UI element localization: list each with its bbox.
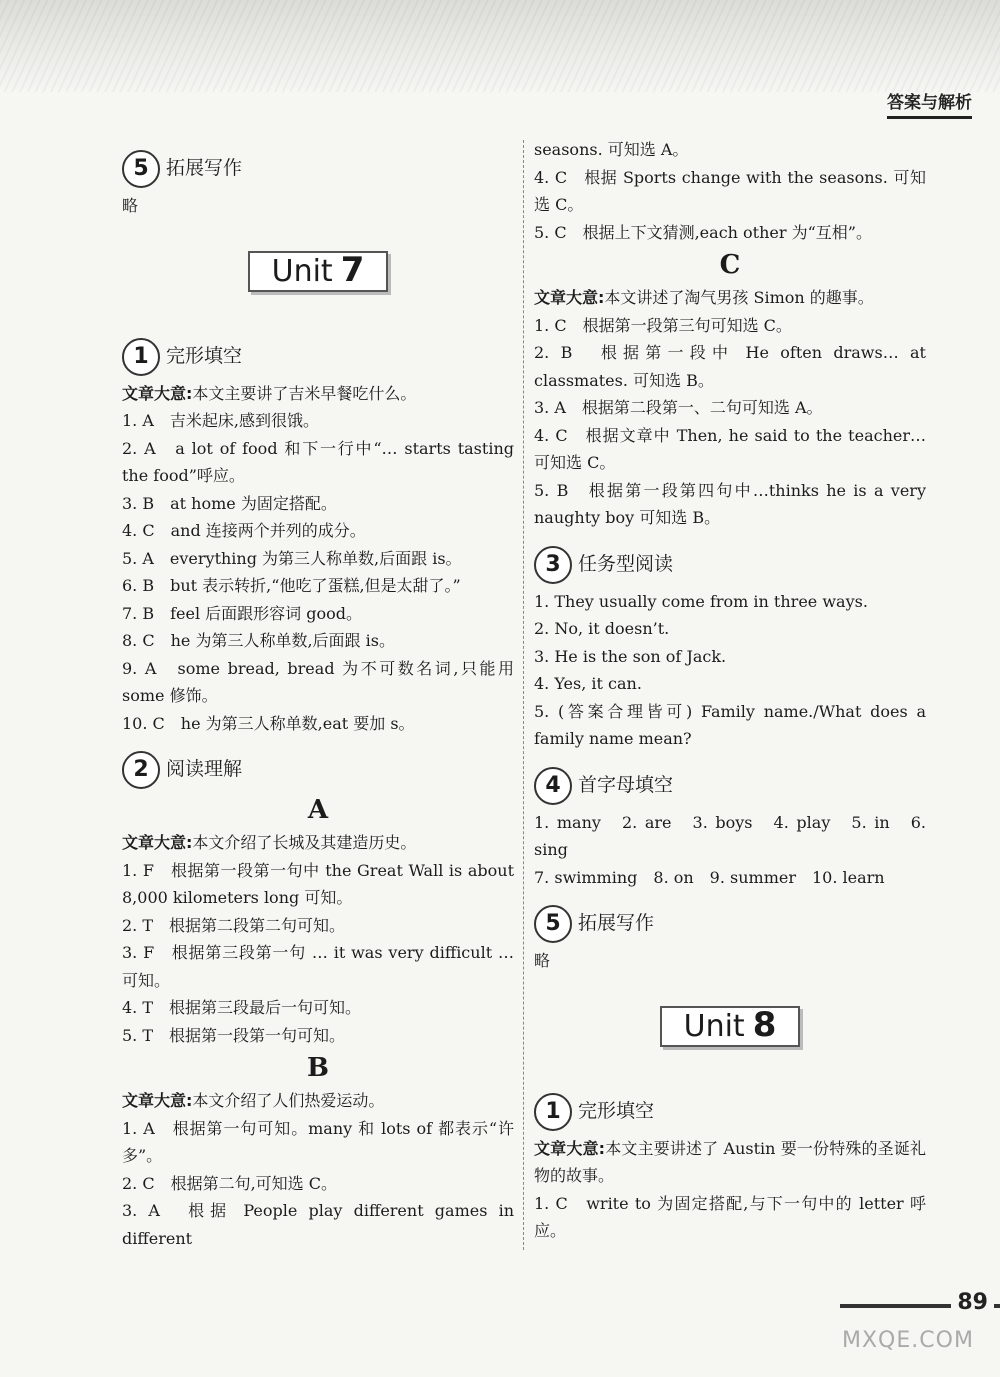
answer-line: 8. C he 为第三人称单数,后面跟 is。: [122, 631, 395, 650]
answer-line: seasons. 可知选 A。: [534, 140, 689, 159]
summary-label: 文章大意:: [534, 288, 605, 307]
answer-line: 10. C he 为第三人称单数,eat 要加 s。: [122, 713, 415, 733]
answer-line: 5. (答案合理皆可) Family name./What does a family name mean?: [534, 701, 926, 748]
answer-line: 7. swimming 8. on 9. summer 10. learn: [534, 867, 885, 887]
answer-line: 3. F 根据第三段第一句 … it was very difficult … 可知。: [122, 943, 514, 990]
right-column: [534, 136, 926, 1245]
page-header-band: [0, 0, 1000, 92]
answer-line: 5. C 根据上下文猜测,each other 为“互相”。: [534, 222, 872, 242]
left-column: [122, 136, 514, 1252]
section-heading: [122, 751, 514, 789]
passage-summary: [534, 1135, 926, 1190]
unit-title-box: [660, 1006, 801, 1047]
answer-line: 1. C 根据第一段第三句可知选 C。: [534, 315, 792, 335]
section-title: 任务型阅读: [578, 552, 674, 575]
section-number-badge: 1: [534, 1093, 572, 1131]
answer-line: 5. B 根据第一段第四句中…thinks he is a very naughty boy 可知选 B。: [534, 480, 926, 527]
answer-line: 1. many 2. are 3. boys 4. play 5. in 6. sing: [534, 812, 926, 859]
summary-text: 本文讲述了淘气男孩 Simon 的趣事。: [604, 288, 874, 307]
passage-summary: [122, 829, 514, 857]
unit-label: Unit: [683, 1009, 745, 1045]
section-number-badge: 2: [122, 751, 160, 789]
summary-label: 文章大意:: [122, 383, 193, 403]
answer-line: 2. B 根据第一段中 He often draws… at classmates. 可知选 B。: [534, 343, 926, 390]
passage-summary: [534, 284, 926, 312]
unit-label: Unit: [271, 254, 333, 290]
answer-line: 2. T 根据第二段第二句可知。: [122, 915, 346, 935]
answer-line: 1. A 根据第一句可知。many 和 lots of 都表示“许多”。: [122, 1118, 514, 1165]
answer-line: 3. He is the son of Jack.: [534, 646, 727, 666]
summary-label: 文章大意:: [122, 833, 193, 852]
summary-label: 文章大意:: [122, 1091, 193, 1110]
answer-line: 4. T 根据第三段最后一句可知。: [122, 998, 362, 1017]
summary-text: 本文主要讲述了 Austin 要一份特殊的圣诞礼物的故事。: [534, 1138, 926, 1185]
answer-line: 1. A 吉米起床,感到很饿。: [122, 411, 319, 430]
passage-summary: [122, 380, 514, 408]
section-number-badge: 3: [534, 546, 572, 584]
section-heading: [122, 150, 514, 188]
unit-banner: [122, 220, 514, 324]
section-heading: [122, 338, 514, 376]
section-heading: [534, 1093, 926, 1131]
column-divider: [523, 140, 524, 1250]
answer-line: 1. C write to 为固定搭配,与下一句中的 letter 呼应。: [534, 1193, 926, 1240]
section-title: 拓展写作: [578, 912, 655, 935]
section-title: 拓展写作: [166, 157, 243, 180]
answer-line: 3. A 根据 People play different games in different: [122, 1201, 514, 1248]
section-title: 完形填空: [578, 1099, 655, 1122]
answer-line: 3. A 根据第二段第一、二句可知选 A。: [534, 398, 823, 417]
section-number-badge: 1: [122, 338, 160, 376]
answer-line: 9. A some bread, bread 为不可数名词,只能用 some 修饰。: [122, 658, 514, 705]
answer-line: 5. A everything 为第三人称单数,后面跟 is。: [122, 548, 462, 568]
answer-line: 2. No, it doesn’t.: [534, 619, 670, 638]
answer-line: 3. B at home 为固定搭配。: [122, 493, 337, 513]
section-title: 阅读理解: [166, 758, 243, 781]
section-heading: [534, 905, 926, 943]
answer-line: 1. They usually come from in three ways.: [534, 591, 868, 611]
answer-line: 略: [534, 951, 551, 970]
answer-line: 5. T 根据第一段第一句可知。: [122, 1025, 346, 1045]
unit-banner: [534, 975, 926, 1079]
answer-line: 4. Yes, it can.: [534, 674, 642, 693]
unit-number: 8: [752, 1005, 777, 1046]
summary-text: 本文介绍了人们热爱运动。: [192, 1091, 385, 1110]
unit-number: 7: [340, 250, 365, 291]
summary-text: 本文主要讲了吉米早餐吃什么。: [192, 383, 417, 403]
summary-text: 本文介绍了长城及其建造历史。: [192, 833, 417, 852]
passage-letter: A: [307, 795, 329, 825]
section-heading: [534, 546, 926, 584]
section-number-badge: 5: [534, 905, 572, 943]
answer-line: 略: [122, 196, 139, 215]
passage-letter: C: [719, 250, 741, 280]
answer-line: 2. A a lot of food 和下一行中“… starts tasting the food”呼应。: [122, 438, 514, 485]
page-number: 89: [951, 1290, 994, 1315]
passage-letter: B: [307, 1053, 329, 1083]
section-title: 首字母填空: [578, 773, 674, 796]
section-number-badge: 4: [534, 767, 572, 805]
answer-line: 1. F 根据第一段第一句中 the Great Wall is about 8,000 kilometers long 可知。: [122, 860, 514, 907]
section-title: 完形填空: [166, 344, 243, 367]
passage-summary: [122, 1087, 514, 1115]
summary-label: 文章大意:: [534, 1138, 606, 1158]
header-texture: [0, 0, 1000, 92]
header-tag: 答案与解析: [887, 88, 972, 113]
page-footer: [840, 1290, 1000, 1320]
answer-line: 2. C 根据第二句,可知选 C。: [122, 1173, 338, 1193]
unit-title-box: [248, 251, 389, 292]
section-heading: [534, 767, 926, 805]
answer-line: 4. C and 连接两个并列的成分。: [122, 521, 366, 540]
answer-line: 7. B feel 后面跟形容词 good。: [122, 603, 363, 623]
watermark: MXQE.COM: [842, 1328, 974, 1353]
answer-line: 4. C 根据 Sports change with the seasons. 可知选 C。: [534, 167, 926, 214]
section-number-badge: 5: [122, 150, 160, 188]
answer-line: 6. B but 表示转折,“他吃了蛋糕,但是太甜了。”: [122, 576, 461, 595]
answer-line: 4. C 根据文章中 Then, he said to the teacher…可知选 C。: [534, 425, 926, 472]
